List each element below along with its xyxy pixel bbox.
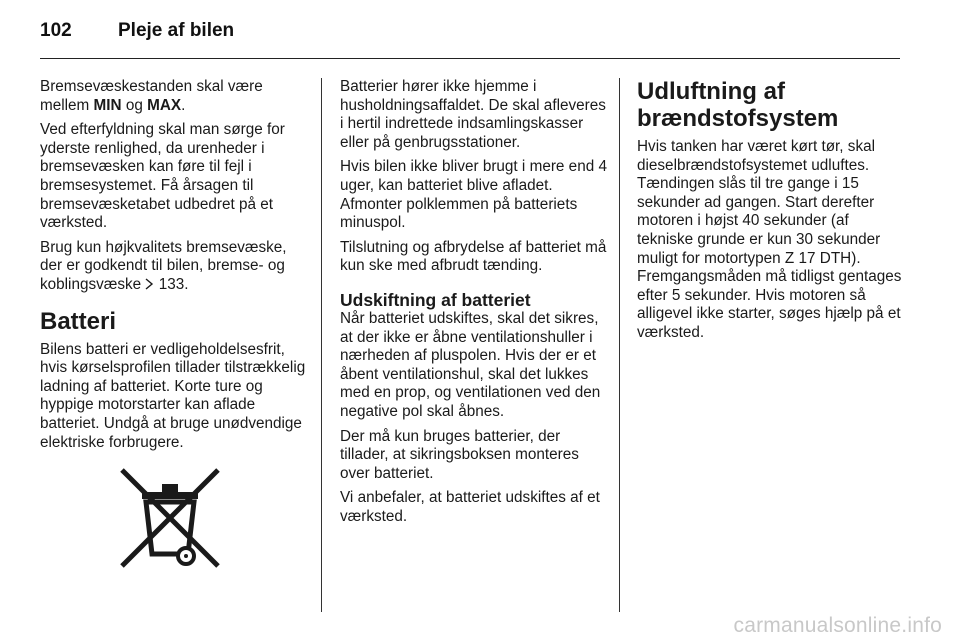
battery-discharge-paragraph: Hvis bilen ikke bliver brugt i mere end 4 uger, kan batteriet blive afladet. Afmonter polklemmen på batteriets minuspol. bbox=[340, 158, 607, 232]
column-right bbox=[637, 78, 905, 349]
battery-paragraph: Bilens batteri er vedligeholdelsesfrit, hvis kørselsprofilen tillader tilstrækkelig ladning af batteriet. Korte ture og hyppige motorstarter kan aflade batteriet. Undgå at bruge unødvendige elektriske forbrugere. bbox=[40, 340, 306, 451]
page-number: 102 bbox=[40, 20, 72, 41]
column-divider bbox=[619, 78, 620, 612]
text: . bbox=[181, 96, 186, 114]
fuel-bleeding-paragraph: Hvis tanken har været kørt tør, skal dieselbrændstofsystemet udluftes. Tændingen slås til tre gange i 15 sekunder ad gangen. Start derefter motoren i højst 40 sekunder (af tekniske grunde er kun 30 sekunder muligt for motortypen Z 17 DTH). Fremgangsmåden må tidligst gentages efter 5 sekunder. Hvis motoren så alligevel ikke starter, søges hjælp på et værksted. bbox=[637, 138, 902, 341]
refill-paragraph: Ved efterfyldning skal man sørge for yderste renlighed, da urenheder i bremsevæsken kan føre til fejl i bremsesystemet. Få årsagen til bremsevæsketabet udbedret på et værksted. bbox=[40, 121, 285, 232]
column-divider bbox=[321, 78, 322, 612]
text: Bremsevæskestanden skal være mellem bbox=[40, 78, 263, 114]
text: Brug kun højkvalitets bremsevæske, der er godkendt til bilen, bremse- og koblingsvæske bbox=[40, 238, 287, 293]
text: og bbox=[121, 96, 148, 114]
section-heading-battery-replacement: Udskiftning af batteriet bbox=[340, 289, 531, 310]
header-rule bbox=[40, 58, 900, 59]
page-title: Pleje af bilen bbox=[118, 20, 235, 41]
column-left bbox=[40, 78, 308, 576]
brake-fluid-quality-paragraph bbox=[40, 239, 308, 295]
page-reference[interactable]: 133. bbox=[158, 275, 189, 293]
section-heading-battery: Batteri bbox=[40, 307, 117, 335]
brake-fluid-level-paragraph bbox=[40, 78, 308, 115]
crossed-out-wheelie-bin-icon bbox=[118, 466, 308, 576]
reference-arrow-icon bbox=[145, 276, 154, 293]
section-heading-fuel-bleeding: Udluftning af brændstofsystem bbox=[637, 78, 839, 132]
page-header bbox=[40, 20, 234, 42]
battery-connect-paragraph: Tilslutning og afbrydelse af batteriet må kun ske med afbrudt tænding. bbox=[340, 238, 607, 275]
replacement-paragraph: Når batteriet udskiftes, skal det sikres, at der ikke er åbne ventilationshuller i nærheden af pluspolen. Hvis der er et åbent ventilationshul, skal det lukkes med en prop, og ventilationen ved den negative pol skal åbnes. bbox=[340, 309, 601, 420]
battery-disposal-paragraph: Batterier hører ikke hjemme i husholdningsaffaldet. De skal afleveres i hertil indrettede indsamlingskasser eller på genbrugsstationer. bbox=[340, 78, 606, 151]
fuse-box-paragraph: Der må kun bruges batterier, der tillader, at sikringsboksen monteres over batteriet. bbox=[340, 427, 579, 482]
max-label: MAX bbox=[147, 96, 182, 114]
min-label: MIN bbox=[93, 96, 122, 114]
workshop-paragraph: Vi anbefaler, at batteriet udskiftes af et værksted. bbox=[340, 489, 600, 525]
column-middle bbox=[340, 78, 608, 532]
watermark: carmanualsonline.info bbox=[733, 614, 942, 637]
